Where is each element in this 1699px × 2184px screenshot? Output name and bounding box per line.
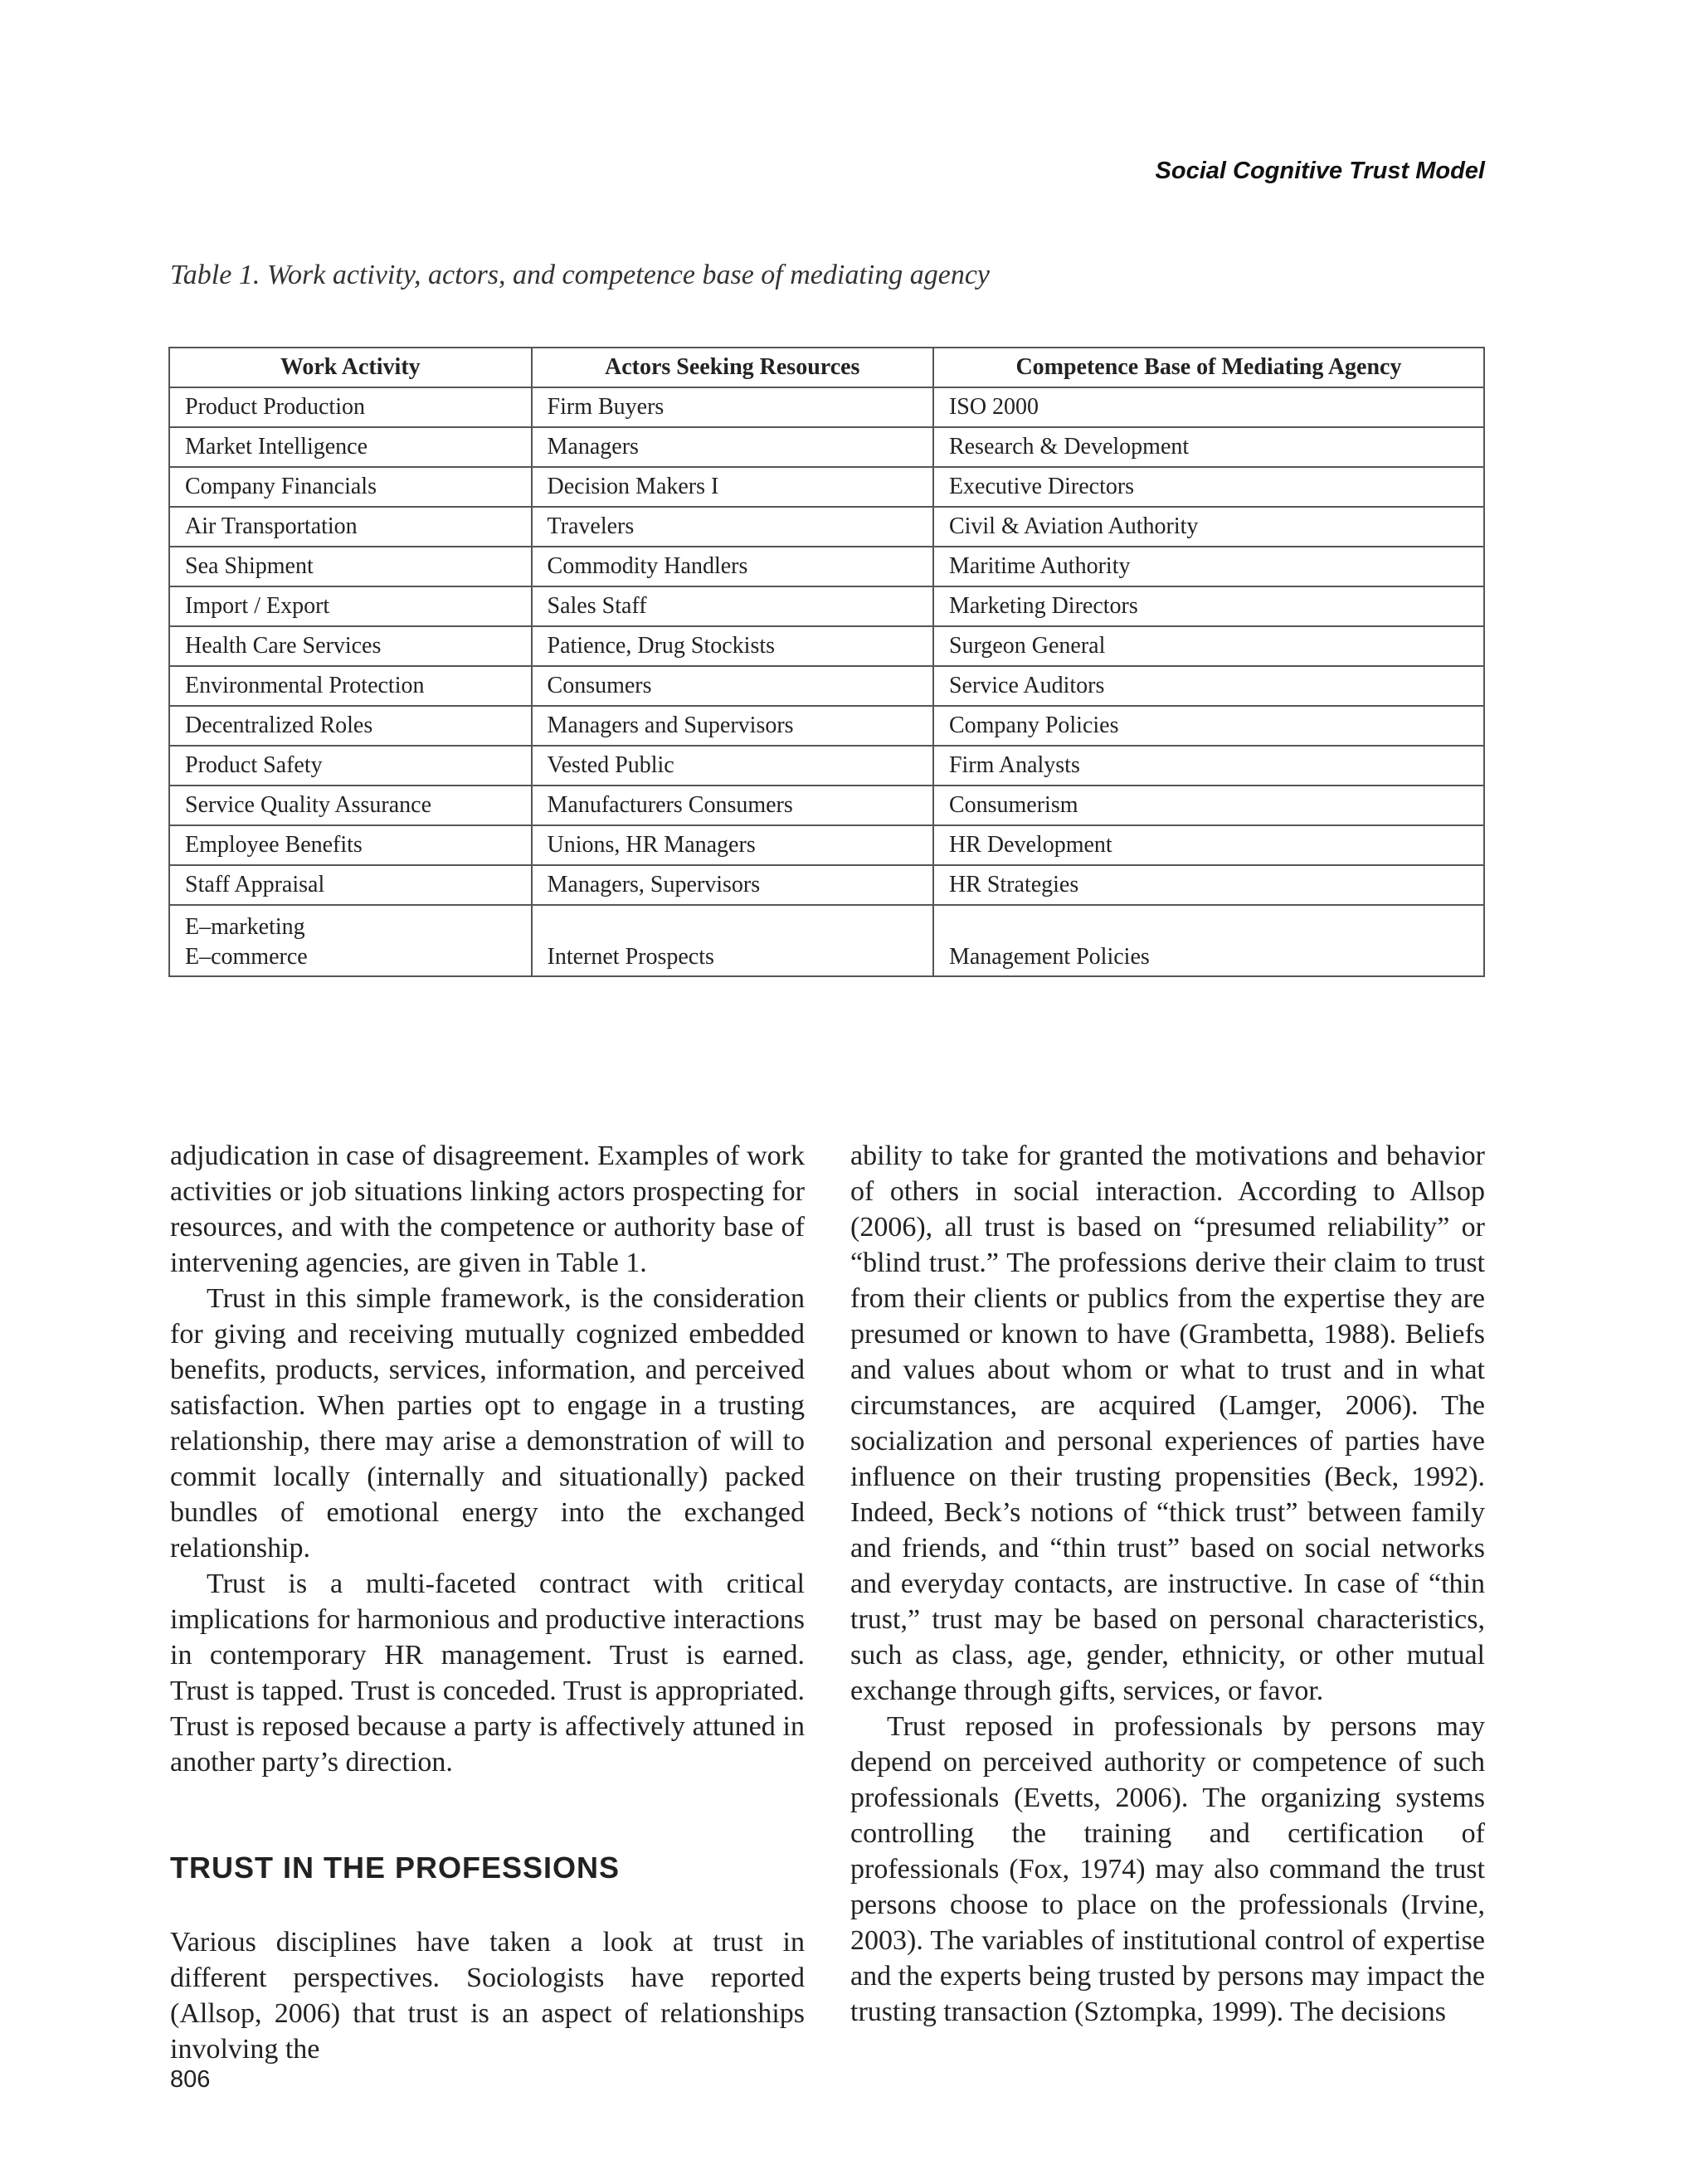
cell-line: E–commerce — [185, 944, 308, 970]
paragraph: ability to take for granted the motivations and behavior of others in social interaction. According to Allsop (2006), all trust is based on “presumed reliability” or “blind trust.” The professions derive their claim to trust from their clients or publics from the expertise they are presumed or known to have (Grambetta, 1988). Beliefs and values about whom or what to trust and in what circumstances, are acquired (Lamger, 2006). The socialization and personal experiences of parties have influence on their trusting propensities (Beck, 1992). Indeed, Beck’s notions of “thick trust” between family and friends, and “thin trust” based on social networks and everyday contacts, are instructive. In case of “thin trust,” trust may be based on personal characteristics, such as class, age, gender, ethnicity, or other mutual exchange through gifts, services, or favor. — [850, 1141, 1485, 1706]
cell-work-activity: Employee Benefits — [169, 825, 532, 865]
table-row — [169, 825, 1484, 865]
cell-actors: Internet Prospects — [532, 905, 933, 976]
cell-work-activity: Product Safety — [169, 746, 532, 786]
cell-competence: Firm Analysts — [933, 746, 1484, 786]
cell-competence: Company Policies — [933, 706, 1484, 746]
table-row — [169, 387, 1484, 427]
cell-actors: Decision Makers I — [532, 467, 933, 507]
cell-actors: Manufacturers Consumers — [532, 786, 933, 825]
table-row — [169, 786, 1484, 825]
cell-work-activity: Service Quality Assurance — [169, 786, 532, 825]
cell-actors: Vested Public — [532, 746, 933, 786]
table-row — [169, 666, 1484, 706]
cell-work-activity: Sea Shipment — [169, 547, 532, 586]
paragraph: Various disciplines have taken a look at trust in different perspectives. Sociologists have reported (Allsop, 2006) that trust is an aspect of relationships involving the — [170, 1927, 805, 2065]
table-row — [169, 427, 1484, 467]
cell-work-activity: Market Intelligence — [169, 427, 532, 467]
paragraph: Trust in this simple framework, is the consideration for giving and receiving mutually cognized embedded benefits, products, services, information, and perceived satisfaction. When parties opt to engage in a trusting relationship, there may arise a demonstration of will to commit locally (internally and situationally) packed bundles of emotional energy into the exchanged relationship. — [170, 1283, 805, 1564]
table-row — [169, 586, 1484, 626]
paragraph: Trust reposed in professionals by persons may depend on perceived authority or competence of such professionals (Evetts, 2006). The organizing systems controlling the training and certification of professionals (Fox, 1974) may also command the trust persons choose to place on the professionals (Irvine, 2003). The variables of institutional control of expertise and the experts being trusted by persons may impact the trusting transaction (Sztompka, 1999). The decisions — [850, 1711, 1485, 2027]
cell-competence: Executive Directors — [933, 467, 1484, 507]
table-row — [169, 905, 1484, 976]
table-row — [169, 626, 1484, 666]
cell-work-activity: Environmental Protection — [169, 666, 532, 706]
cell-competence: Research & Development — [933, 427, 1484, 467]
cell-actors: Managers and Supervisors — [532, 706, 933, 746]
cell-actors: Commodity Handlers — [532, 547, 933, 586]
cell-competence: Surgeon General — [933, 626, 1484, 666]
column-header-actors: Actors Seeking Resources — [532, 348, 933, 387]
cell-work-activity: Staff Appraisal — [169, 865, 532, 905]
table-row — [169, 865, 1484, 905]
cell-competence: Maritime Authority — [933, 547, 1484, 586]
work-activity-table — [168, 347, 1485, 977]
cell-competence: Consumerism — [933, 786, 1484, 825]
cell-work-activity: Company Financials — [169, 467, 532, 507]
left-column-continued — [170, 1924, 805, 2067]
cell-competence: Civil & Aviation Authority — [933, 507, 1484, 547]
cell-actors: Managers, Supervisors — [532, 865, 933, 905]
cell-actors: Sales Staff — [532, 586, 933, 626]
cell-actors: Consumers — [532, 666, 933, 706]
cell-competence: ISO 2000 — [933, 387, 1484, 427]
paragraph: adjudication in case of disagreement. Examples of work activities or job situations linking actors prospecting for resources, and with the competence or authority base of intervening agencies, are given in Table 1. — [170, 1141, 805, 1278]
cell-competence: HR Strategies — [933, 865, 1484, 905]
cell-actors: Patience, Drug Stockists — [532, 626, 933, 666]
cell-work-activity: Decentralized Roles — [169, 706, 532, 746]
cell-competence: HR Development — [933, 825, 1484, 865]
cell-actors: Travelers — [532, 507, 933, 547]
cell-work-activity: Product Production — [169, 387, 532, 427]
paragraph: Trust is a multi-faceted contract with critical implications for harmonious and productive interactions in contemporary HR management. Trust is earned. Trust is tapped. Trust is conceded. Trust is appropriated. Trust is reposed because a party is affectively attuned in another party’s direction. — [170, 1569, 805, 1778]
cell-competence: Management Policies — [933, 905, 1484, 976]
running-title: Social Cognitive Trust Model — [1155, 158, 1485, 184]
table-caption: Table 1. Work activity, actors, and competence base of mediating agency — [170, 260, 991, 290]
cell-work-activity: Air Transportation — [169, 507, 532, 547]
cell-work-activity: Health Care Services — [169, 626, 532, 666]
cell-competence: Marketing Directors — [933, 586, 1484, 626]
cell-competence: Service Auditors — [933, 666, 1484, 706]
cell-actors: Unions, HR Managers — [532, 825, 933, 865]
section-heading: TRUST IN THE PROFESSIONS — [170, 1851, 621, 1885]
cell-work-activity — [169, 905, 532, 976]
cell-work-activity: Import / Export — [169, 586, 532, 626]
page-number: 806 — [170, 2066, 211, 2093]
cell-line: E–marketing — [185, 914, 305, 940]
cell-actors: Managers — [532, 427, 933, 467]
table-row — [169, 507, 1484, 547]
cell-actors: Firm Buyers — [532, 387, 933, 427]
right-column — [850, 1138, 1485, 2030]
table-header-row — [169, 348, 1484, 387]
column-header-competence: Competence Base of Mediating Agency — [933, 348, 1484, 387]
table-row — [169, 547, 1484, 586]
left-column — [170, 1138, 805, 1780]
column-header-work-activity: Work Activity — [169, 348, 532, 387]
table-row — [169, 706, 1484, 746]
table-row — [169, 467, 1484, 507]
table-row — [169, 746, 1484, 786]
